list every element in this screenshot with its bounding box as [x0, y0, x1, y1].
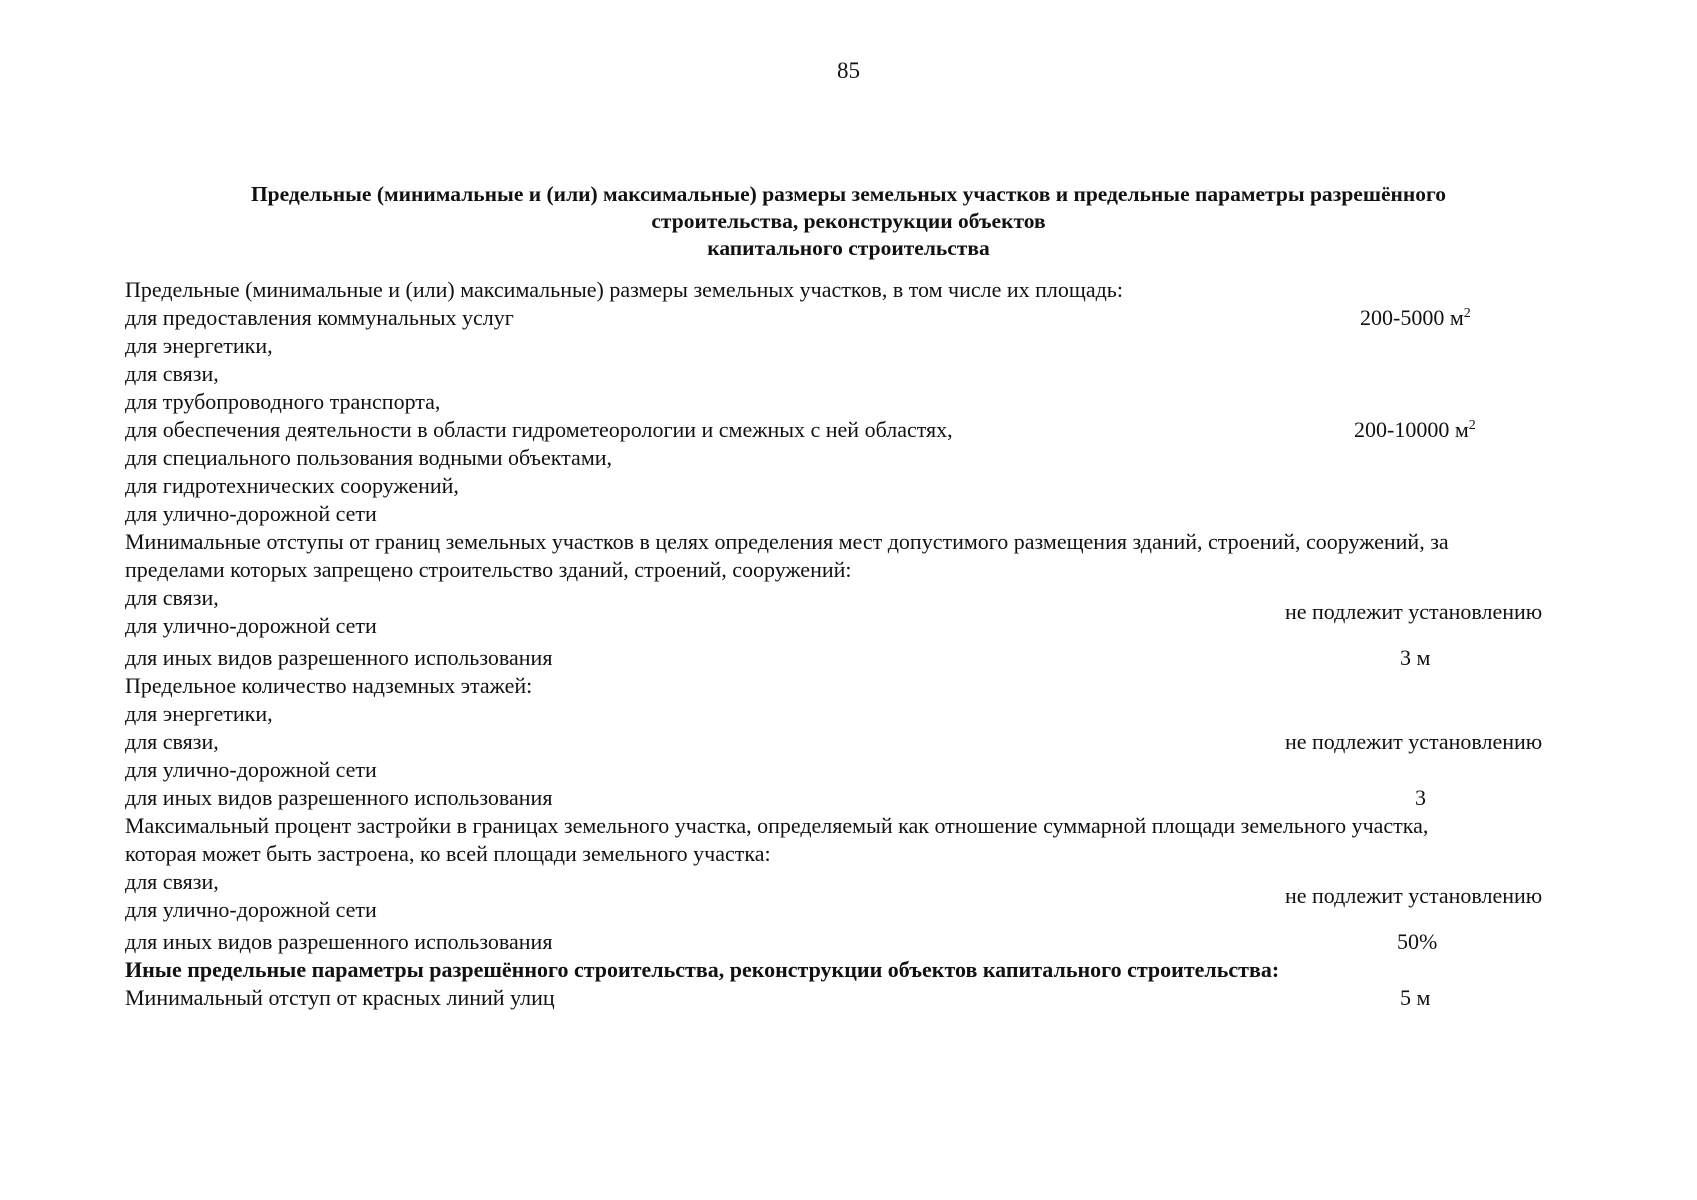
coverage-group-1 — [125, 868, 1600, 924]
sizes-group-item: для улично-дорожной сети — [125, 501, 377, 526]
setbacks-row-other — [125, 644, 1600, 672]
coverage-row-other — [125, 928, 1600, 956]
other-params-value: 5 м — [1400, 985, 1431, 1010]
setbacks-group-1 — [125, 584, 1600, 640]
setbacks-heading-line-1: Минимальные отступы от границ земельных участков в целях определения мест допустимого размещения зданий, строений, сооружений, за — [125, 529, 1449, 554]
title-line-1: Предельные (минимальные и (или) максимальные) размеры земельных участков и предельные параметры разрешённого — [250, 182, 1447, 206]
sizes-group-2 — [125, 332, 1600, 528]
floors-group-item: для улично-дорожной сети — [125, 757, 377, 782]
sizes-group-item: для связи, — [125, 361, 219, 386]
title-line-3: капитального строительства — [707, 236, 990, 260]
sizes-heading: Предельные (минимальные и (или) максимальные) размеры земельных участков, в том числе их площадь: — [125, 277, 1123, 302]
page-number: 85 — [837, 58, 860, 83]
sizes-row-1 — [125, 304, 1600, 332]
other-params-row — [125, 984, 1600, 1012]
sizes-value-2: 200-10000 $м^2$ — [1354, 417, 1476, 442]
sizes-item: для предоставления коммунальных услуг — [125, 305, 514, 330]
floors-row-other — [125, 784, 1600, 812]
sizes-value-1: 200-5000 $м^2$ — [1360, 305, 1471, 330]
floors-group-value: не подлежит установлению — [1285, 729, 1543, 754]
floors-other-item: для иных видов разрешенного использования — [125, 785, 553, 810]
setbacks-other-item: для иных видов разрешенного использования — [125, 645, 553, 670]
setbacks-other-value: 3 м — [1400, 645, 1431, 670]
coverage-other-item: для иных видов разрешенного использования — [125, 929, 553, 954]
floors-heading: Предельное количество надземных этажей: — [125, 673, 533, 698]
coverage-other-value: 50% — [1397, 929, 1438, 954]
sizes-group-item: для гидротехнических сооружений, — [125, 473, 459, 498]
setbacks-group-value: не подлежит установлению — [1285, 599, 1543, 624]
sizes-group-item: для трубопроводного транспорта, — [125, 389, 441, 414]
floors-group-item: для энергетики, — [125, 701, 273, 726]
other-params-item: Минимальный отступ от красных линий улиц — [125, 985, 555, 1010]
sizes-group-item: для специального пользования водными объектами, — [125, 445, 613, 470]
coverage-group-item: для связи, — [125, 869, 219, 894]
setbacks-heading-line-2: пределами которых запрещено строительство зданий, строений, сооружений: — [125, 557, 852, 582]
setbacks-group-item: для улично-дорожной сети — [125, 613, 377, 638]
other-params-heading: Иные предельные параметры разрешённого строительства, реконструкции объектов капитального строительства: — [125, 957, 1280, 982]
floors-group-item: для связи, — [125, 729, 219, 754]
sizes-group-item: для обеспечения деятельности в области гидрометеорологии и смежных с ней областях, — [125, 417, 953, 442]
floors-other-value: 3 — [1415, 785, 1426, 810]
sizes-group-item: для энергетики, — [125, 333, 273, 358]
coverage-group-value: не подлежит установлению — [1285, 883, 1543, 908]
title-line-2: строительства, реконструкции объектов — [651, 209, 1046, 233]
coverage-group-item: для улично-дорожной сети — [125, 897, 377, 922]
coverage-heading-line-2: которая может быть застроена, ко всей площади земельного участка: — [125, 841, 771, 866]
setbacks-group-item: для связи, — [125, 585, 219, 610]
document-title — [150, 181, 1547, 262]
coverage-heading-line-1: Максимальный процент застройки в границах земельного участка, определяемый как отношение суммарной площади земельного участка, — [125, 813, 1429, 838]
floors-group-1 — [125, 700, 1600, 784]
document-body — [125, 276, 1600, 1012]
